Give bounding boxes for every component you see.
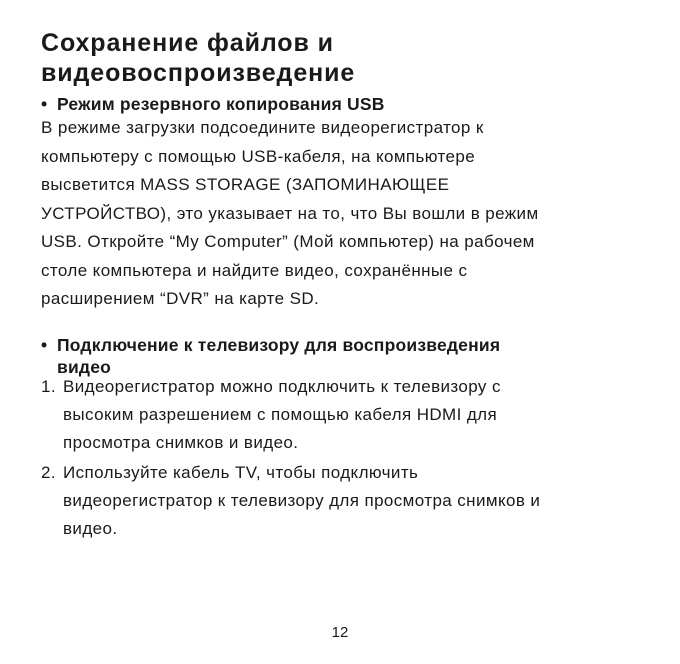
list-item-line: видео.	[63, 519, 118, 538]
list-item-line: высоким разрешением с помощью кабеля HDMI для	[63, 405, 498, 424]
bullet-icon: •	[41, 94, 48, 114]
paragraph-line: В режиме загрузки подсоедините видеорегистратор к	[41, 118, 484, 137]
page-title-line-1: Сохранение файлов и	[41, 29, 334, 57]
list-item	[41, 459, 661, 543]
tv-instructions-list	[41, 373, 661, 543]
list-item-line: Используйте кабель TV, чтобы подключить	[63, 463, 419, 482]
paragraph-line: УСТРОЙСТВО), это указывает на то, что Вы вошли в режим	[41, 203, 539, 223]
tv-section-heading-line-1: Подключение к телевизору для воспроизведения	[57, 335, 501, 355]
paragraph-line: компьютеру с помощью USB-кабеля, на компьютере	[41, 146, 476, 166]
list-item	[41, 373, 661, 457]
tv-section-heading-line-2: видео	[57, 357, 112, 377]
paragraph-line: столе компьютера и найдите видео, сохранённые с	[41, 260, 468, 280]
usb-section-paragraph	[41, 114, 651, 314]
list-item-line: видеорегистратор к телевизору для просмотра снимков и	[63, 491, 541, 510]
bullet-icon: •	[41, 335, 48, 355]
paragraph-line: USB. Откройте “My Computer” (Мой компьютер) на рабочем	[41, 232, 535, 251]
list-item-number: 2.	[41, 463, 56, 482]
list-item-line: Видеорегистратор можно подключить к телевизору с	[63, 377, 501, 396]
paragraph-line: расширением “DVR” на карте SD.	[41, 289, 320, 308]
usb-section-heading-text: Режим резервного копирования USB	[57, 94, 385, 114]
page-title	[41, 28, 641, 88]
page-title-line-2: видеовоспроизведение	[41, 59, 356, 87]
paragraph-line: высветится MASS STORAGE (ЗАПОМИНАЮЩЕЕ	[41, 175, 450, 194]
page-number: 12	[331, 624, 349, 641]
list-item-number: 1.	[41, 377, 56, 396]
list-item-line: просмотра снимков и видео.	[63, 433, 299, 452]
tv-section-heading	[41, 334, 641, 378]
usb-section-heading	[41, 93, 385, 115]
